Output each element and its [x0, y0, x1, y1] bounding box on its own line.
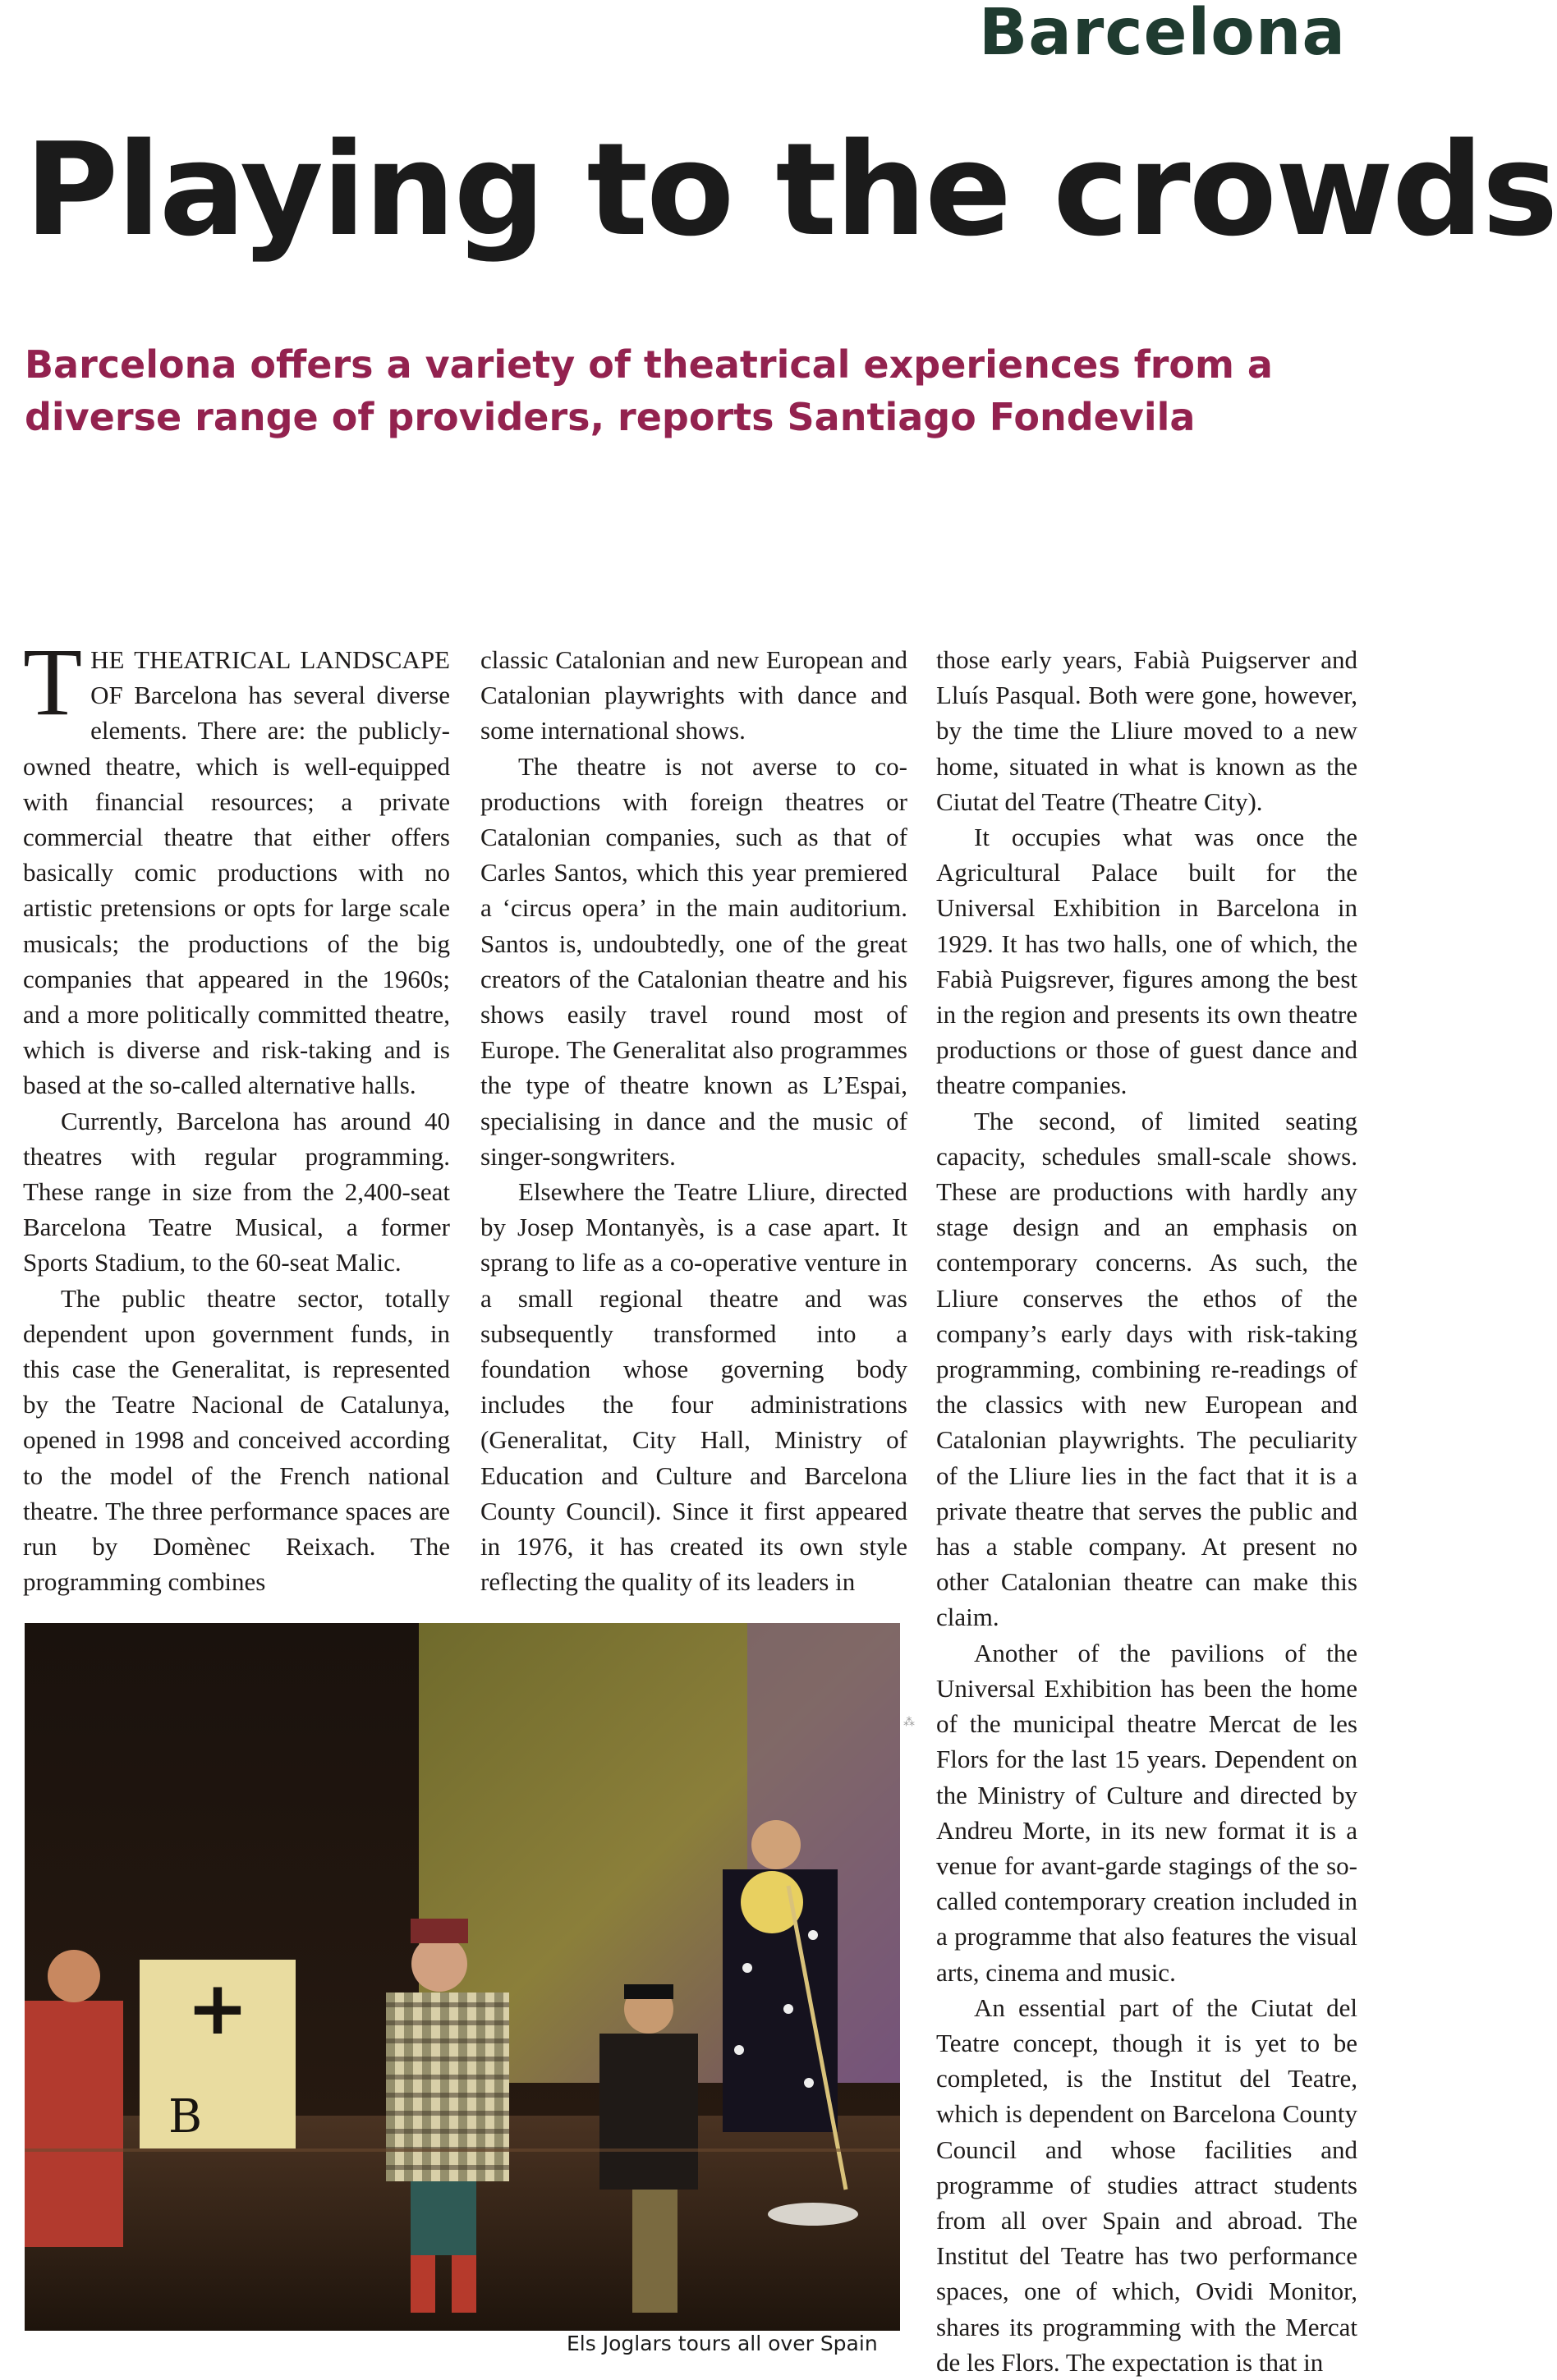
paragraph: It occupies what was once the Agricultural Palace built for the Universal Exhibition in Barcelona in 1929. It has two halls, one of which, the Fabià Puigsrever, figures among the best in the region and presents its own theatre productions or those of guest dance and theatre companies. [936, 823, 1357, 1100]
paragraph: THE THEATRICAL LANDSCAPE OF Barcelona has several diverse elements. There are: the publicly-owned theatre, which is well-equipped with financial resources; a private commercial theatre that either offers basically comic productions with no artistic pretensions or opts for large scale musicals; the productions of the big companies that appeared in the 1960s; and a more politically committed theatre, which is diverse and risk-taking and is based at the so-called alternative halls. [23, 628, 450, 1100]
headline: Playing to the crowds [25, 115, 1557, 264]
paragraph: Another of the pavilions of the Universal Exhibition has been the home of the municipal theatre Mercat de les Flors for the last 15 years. Dependent on the Ministry of Culture and directed by Andreu Morte, in its new format it is a venue for avant-garde stagings of the so-called contemporary creation included in a programme that also features the visual arts, cinema and music. [936, 1638, 1357, 1987]
paragraph: The public theatre sector, totally dependent upon government funds, in this case the Generalitat, is represented by the Teatre Nacional de Catalunya, opened in 1998 and conceived according to the model of the French national theatre. The three performance spaces are run by Domènec Reixach. The programming combines [23, 1283, 450, 1597]
paragraph: The theatre is not averse to co-productions with foreign theatres or Catalonian companies, such as that of Carles Santos, which this year premiered a ‘circus opera’ in the main auditorium. Santos is, undoubtedly, one of the great creators of the Catalonian theatre and his shows easily travel round most of Europe. The Generalitat also programmes the type of theatre known as L’Espai, specialising in dance and the music of singer-songwriters. [480, 751, 907, 1171]
paragraph: Elsewhere the Teatre Lliure, directed by Josep Montanyès, is a case apart. It sprang to life as a co-operative venture in a small regional theatre and was subsequently transformed into a foundation whose governing body includes the four administrations (Generalitat, City Hall, Ministry of Education and Culture and Barcelona County Council). Since it first appeared in 1976, it has created its own style reflecting the quality of its leaders in [480, 1177, 907, 1597]
stage-photo [25, 1623, 900, 2331]
paragraph: classic Catalonian and new European and Catalonian playwrights with dance and some international shows. [480, 645, 907, 745]
article-column-1 [23, 628, 450, 1599]
article-column-3 [936, 642, 1357, 2380]
paragraph: An essential part of the Ciutat del Teatre concept, though it is yet to be completed, is the Institut del Teatre, which is dependent on Barcelona County Council and whose facilities and programme of studies attract students from all over Spain and abroad. The Institut del Teatre has two performance spaces, one of which, Ovidi Monitor, shares its programming with the Mercat de les Flors. The expectation is that in [936, 1993, 1357, 2377]
sign-text: B [168, 2090, 203, 2144]
section-label: Barcelona [978, 0, 1346, 70]
standfirst: Barcelona offers a variety of theatrical experiences from a diverse range of providers, reports Santiago Fondevila [25, 342, 1273, 439]
paragraph: Currently, Barcelona has around 40 theatres with regular programming. These range in size from the 2,400-seat Barcelona Teatre Musical, a former Sports Stadium, to the 60-seat Malic. [23, 1106, 450, 1277]
drop-cap: T [23, 628, 83, 736]
paragraph: The second, of limited seating capacity, schedules small-scale shows. These are productions with hardly any stage design and an emphasis on contemporary concerns. As such, the Lliure conserves the ethos of the company’s early days with risk-taking programming, combining re-readings of the classics with new European and Catalonian playwrights. The peculiarity of the Lliure lies in the fact that it is a private theatre that serves the public and has a stable company. At present no other Catalonian theatre can make this claim. [936, 1106, 1357, 1632]
article-column-2 [480, 642, 907, 1599]
registration-mark: ⁂ [903, 1716, 915, 1729]
photo-caption: Els Joglars tours all over Spain [567, 2332, 878, 2355]
svg-text:+: + [186, 1965, 249, 2052]
paragraph: those early years, Fabià Puigserver and Lluís Pasqual. Both were gone, however, by the time the Lliure moved to a new home, situated in what is known as the Ciutat del Teatre (Theatre City). [936, 645, 1357, 816]
